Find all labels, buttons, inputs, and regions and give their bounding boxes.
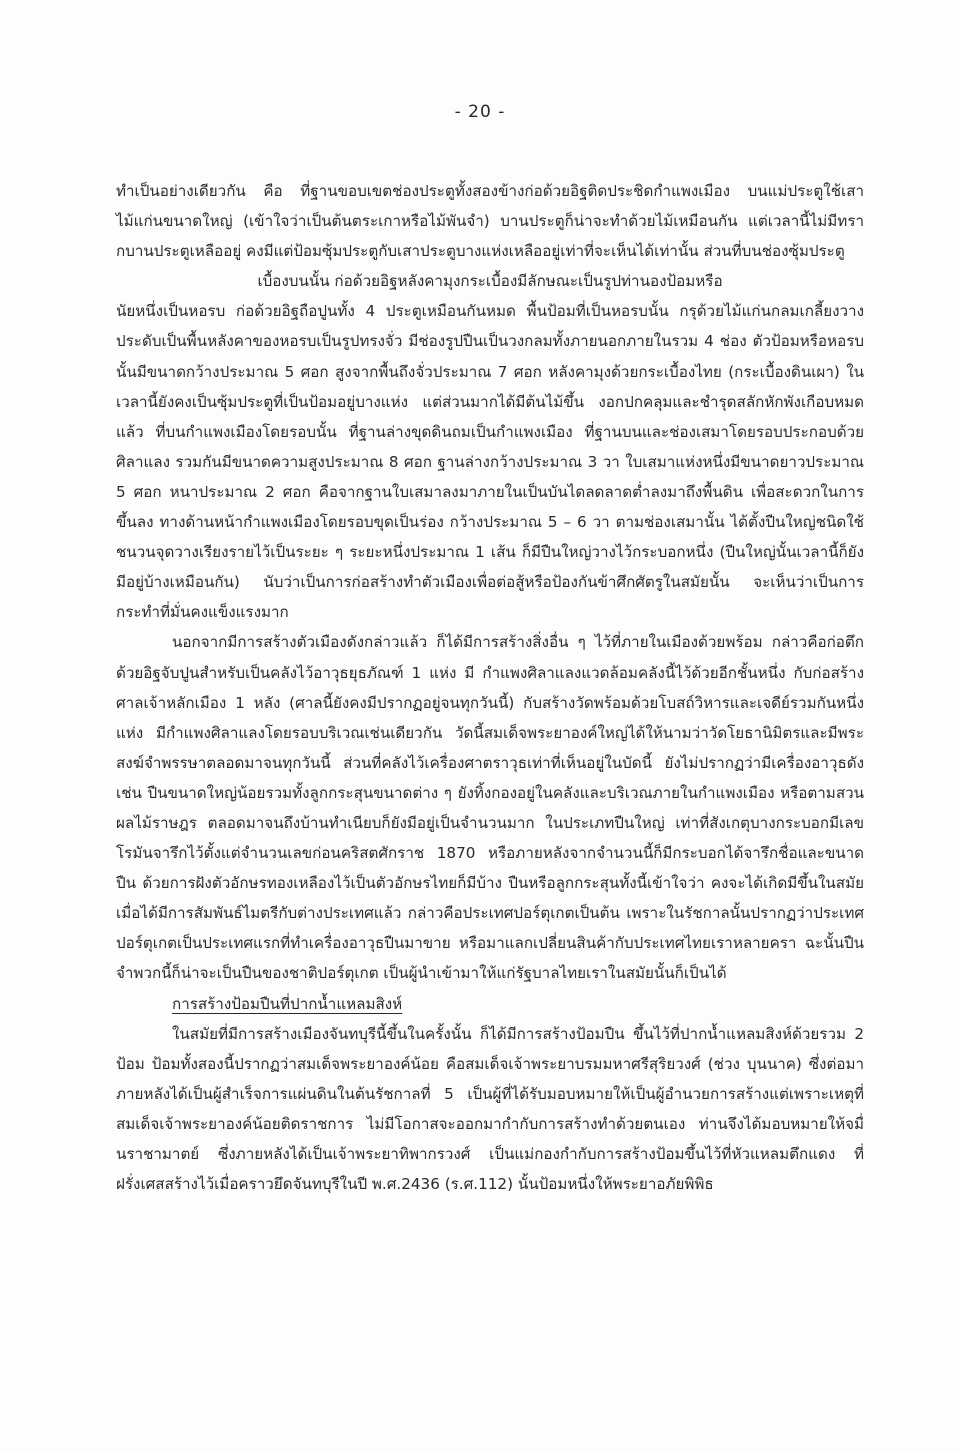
paragraph-watchtower: นัยหนึ่งเป็นหอรบ ก่อด้วยอิฐถือปูนทั้ง 4 ประตูเหมือนกันหมด พื้นป้อมที่เป็นหอรบนั้น กรุด้วยไม้แก่นกลมเกลี้ยงวางประดับเป็นพื้นหลังคาของหอรบเป็นรูปทรงจั่ว มีช่องรูปปืนเป็นวงกลมทั้งภายนอกภายในรวม 4 ช่อง ตัวป้อมหรือหอรบนั้นมีขนาดกว้างประมาณ 5 ศอก สูงจากพื้นถึงจั่วประมาณ 7 ศอก หลังคามุงด้วยกระเบื้องไทย (กระเบื้องดินเผา) ในเวลานี้ยังคงเป็นซุ้มประตูที่เป็นป้อมอยู่บางแห่ง แต่ส่วนมากได้มีต้นไม้ขึ้น งอกปกคลุมและชำรุดสลักหักพังเกือบหมดแล้ว ที่บนกำแพงเมืองโดยรอบนั้น ที่ฐานล่างขุดดินถมเป็นกำแพงเมือง ที่ฐานบนและช่องเสมาโดยรอบประกอบด้วยศิลาแลง รวมกันมีขนาดความสูงประมาณ 8 ศอก ฐานล่างกว้างประมาณ 3 วา ใบเสมาแห่งหนึ่งมีขนาดยาวประมาณ 5 ศอก หนาประมาณ 2 ศอก คือจากฐานใบเสมาลงมาภายในเป็นบันไดลดลาดต่ำลงมาถึงพื้นดิน เพื่อสะดวกในการขึ้นลง ทางด้านหน้ากำแพงเมืองโดยรอบขุดเป็นร่อง กว้างประมาณ 5 – 6 วา ตามช่องเสมานั้น ได้ตั้งปืนใหญ่ชนิดใช้ชนวนจุดวางเรียงรายไว้เป็นระยะ ๆ ระยะหนึ่งประมาณ 1 เส้น ก็มีปืนใหญ่วางไว้กระบอกหนึ่ง (ปืนใหญ่นั้นเวลานี้ก็ยังมีอยู่บ้างเหมือนกัน) นับว่าเป็นการก่อสร้างทำตัวเมืองเพื่อต่อสู้หรือป้องกันข้าศึกศัตรูในสมัยนั้น จะเห็นว่าเป็นการกระทำที่มั่นคงแข็งแรงมาก: [116, 302, 864, 622]
paragraph-gate-roof: เบื้องบนนั้น ก่อด้วยอิฐหลังคามุงกระเบื้องมีลักษณะเป็นรูปท่านองป้อมหรือ: [257, 272, 723, 291]
paragraph-laem-sing-fort: ในสมัยที่มีการสร้างเมืองจันทบุรีนี้ขึ้นในครั้งนั้น ก็ได้มีการสร้างป้อมปืน ขึ้นไว้ที่ปากน้ำแหลมสิงห์ด้วยรวม 2 ป้อม ป้อมทั้งสองนี้ปรากฏว่าสมเด็จพระยาองค์น้อย คือสมเด็จเจ้าพระยาบรมมหาศรีสุริยวงศ์ (ช่วง บุนนาค) ซึ่งต่อมาภายหลังได้เป็นผู้สำเร็จการแผ่นดินในต้นรัชกาลที่ 5 เป็นผู้ที่ได้รับมอบหมายให้เป็นผู้อำนวยการสร้างแต่เพราะเหตุที่สมเด็จเจ้าพระยาองค์น้อยติดราชการ ไม่มีโอกาสจะออกมากำกับการสร้างทำด้วยตนเอง ท่านจึงได้มอบหมายให้จมื่นราชามาตย์ ซึ่งภายหลังได้เป็นเจ้าพระยาทิพากรวงศ์ เป็นแม่กองกำกับการสร้างป้อมขึ้นไว้ที่หัวแหลมตึกแดง ที่ฝรั่งเศสสร้างไว้เมื่อคราวยึดจันทบุรีในปี พ.ศ.2436 (ร.ศ.112) นั้นป้อมหนึ่งให้พระยาอภัยพิพิธ: [116, 1024, 864, 1194]
paragraph-armory: นอกจากมีการสร้างตัวเมืองดังกล่าวแล้ว ก็ได้มีการสร้างสิ่งอื่น ๆ ไว้ที่ภายในเมืองด้วยพร้อม กล่าวคือก่อตึกด้วยอิฐจับปูนสำหรับเป็นคลังไว้อาวุธยุธภัณฑ์ 1 แห่ง มี กำแพงศิลาแลงแวดล้อมคลังนี้ไว้ด้วยอีกชั้นหนึ่ง กับก่อสร้างศาลเจ้าหลักเมือง 1 หลัง (ศาลนี้ยังคงมีปรากฏอยู่จนทุกวันนี้) กับสร้างวัดพร้อมด้วยโบสถ์วิหารและเจดีย์รวมกันหนึ่งแห่ง มีกำแพงศิลาแลงโดยรอบบริเวณเช่นเดียวกัน วัดนี้สมเด็จพระยาองค์ใหญ่ได้ให้นามว่าวัดโยธานิมิตรและมีพระสงฆ์จำพรรษาตลอดมาจนทุกวันนี้ ส่วนที่คลังไว้เครื่องศาตราวุธเท่าที่เห็นอยู่ในบัดนี้ ยังไม่ปรากฏว่ามีเครื่องอาวุธดังเช่น ปืนขนาดใหญ่น้อยรวมทั้งลูกกระสุนขนาดต่าง ๆ ยังทิ้งกองอยู่ในคลังและบริเวณภายในกำแพงเมือง หรือตามสวนผลไม้ราษฎร ตลอดมาจนถึงบ้านทำเนียบก็ยังมีอยู่เป็นจำนวนมาก ในประเภทปืนใหญ่ เท่าที่สังเกตุบางกระบอกมีเลขโรมันจารึกไว้ตั้งแต่จำนวนเลขก่อนคริสตศักราช 1870 หรือภายหลังจากจำนวนนี้ก็มีกระบอกได้จารึกชื่อและขนาดปืน ด้วยการฝังตัวอักษรทองเหลืองไว้เป็นตัวอักษรไทยก็มีบ้าง ปืนหรือลูกกระสุนทั้งนี้เข้าใจว่า คงจะได้เกิดมีขึ้นในสมัยเมื่อได้มีการสัมพันธ์ไมตรีกับต่างประเทศแล้ว กล่าวคือประเทศปอร์ตุเกตเป็นต้น เพราะในรัชกาลนั้นปรากฏว่าประเทศปอร์ตุเกตเป็นประเทศแรกที่ทำเครื่องอาวุธปืนมาขาย หรือมาแลกเปลี่ยนสินค้ากับประเทศไทยเราหลายครา ฉะนั้นปืนจำพวกนี้ก็น่าจะเป็นปืนของชาติปอร์ตุเกต เป็นผู้นำเข้ามาให้แก่รัฐบาลไทยเราในสมัยนั้นก็เป็นได้: [116, 633, 864, 983]
section-heading-fort: การสร้างป้อมปืนที่ปากน้ำแหลมสิงห์: [172, 994, 403, 1013]
page-number: - 20 -: [454, 102, 506, 122]
document-body: [116, 176, 864, 1199]
paragraph-city-gates: ทำเป็นอย่างเดียวกัน คือ ที่ฐานขอบเขตช่องประตูทั้งสองข้างก่อด้วยอิฐติดประชิดกำแพงเมือง บนแม่ประตูใช้เสาไม้แก่นขนาดใหญ่ (เข้าใจว่าเป็นต้นตระเกาหรือไม้พันจำ) บานประตูก็น่าจะทำด้วยไม้เหมือนกัน แต่เวลานี้ไม่มีทรากบานประตูเหลืออยู่ คงมีแต่ป้อมซุ้มประตูกับเสาประตูบางแห่งเหลืออยู่เท่าที่จะเห็นได้เท่านั้น ส่วนที่บนช่องซุ้มประตู: [116, 182, 864, 261]
